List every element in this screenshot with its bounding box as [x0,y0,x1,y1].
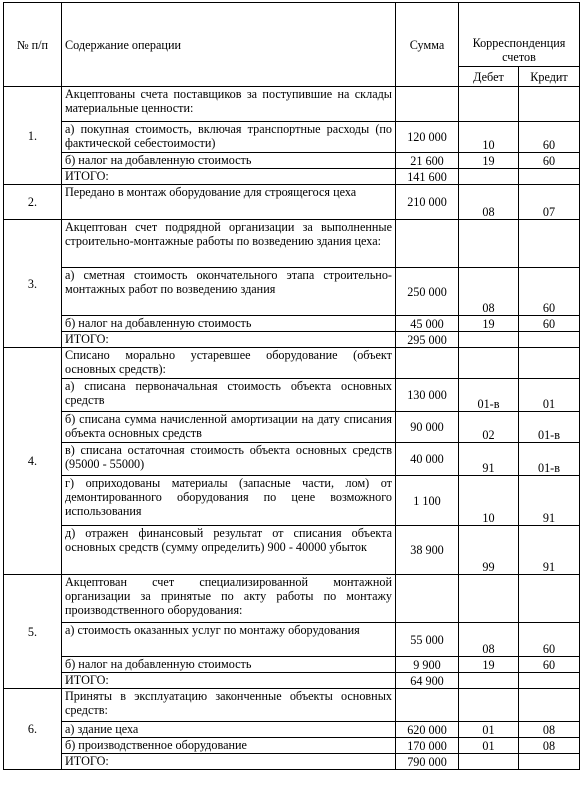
row-4c-sum: 40 000 [396,443,459,476]
row-2-credit: 07 [519,185,580,220]
row-2-num: 2. [4,185,62,220]
row-5a-text: а) стоимость оказанных услуг по монтажу оборудования [62,623,396,657]
row-3-total-label: ИТОГО: [62,332,396,348]
row-4b-text: б) списана сумма начисленной амортизации на дату списания объекта основных средств [62,412,396,443]
row-1b-text: б) налог на добавленную стоимость [62,153,396,169]
row-4c-debit: 91 [459,443,519,476]
row-6b-credit: 08 [519,738,580,754]
row-6b-debit: 01 [459,738,519,754]
row-4e-sum: 38 900 [396,526,459,575]
row-2-sum: 210 000 [396,185,459,220]
row-4d-text: г) оприходованы материалы (запасные части, лом) от демонтированного оборудования по цене возможного использования [62,476,396,526]
row-4b-sum: 90 000 [396,412,459,443]
row-1-total-sum: 141 600 [396,169,459,185]
row-1a-sum: 120 000 [396,122,459,153]
row-1b-sum: 21 600 [396,153,459,169]
row-4a-text: а) списана первоначальная стоимость объекта основных средств [62,379,396,412]
row-6a-debit: 01 [459,722,519,738]
row-6-num: 6. [4,689,62,770]
row-6-title: Приняты в эксплуатацию законченные объекты основных средств: [62,689,396,722]
row-5-title: Акцептован счет специализированной монтажной организации за принятые по акту работы по монтажу производственного оборудования: [62,575,396,623]
row-6-total-sum: 790 000 [396,754,459,770]
header-num: № п/п [4,3,62,87]
row-1-num: 1. [4,87,62,185]
row-4d-sum: 1 100 [396,476,459,526]
header-content: Содержание операции [62,3,396,87]
row-6a-sum: 620 000 [396,722,459,738]
row-5b-credit: 60 [519,657,580,673]
row-6a-credit: 08 [519,722,580,738]
header-debit: Дебет [459,67,519,87]
row-1-title: Акцептованы счета поставщиков за поступившие на склады материальные ценности: [62,87,396,122]
row-3a-credit: 60 [519,268,580,316]
row-5-num: 5. [4,575,62,689]
row-4a-debit: 01-в [459,379,519,412]
row-4e-credit: 91 [519,526,580,575]
row-1a-debit: 10 [459,122,519,153]
row-2-text: Передано в монтаж оборудование для строящегося цеха [62,185,396,220]
row-3-num: 3. [4,220,62,348]
row-5b-sum: 9 900 [396,657,459,673]
header-correspondence: Корреспонденция счетов [459,3,580,67]
row-5-total-label: ИТОГО: [62,673,396,689]
row-4e-text: д) отражен финансовый результат от списания объекта основных средств (сумму определить) 900 - 40000 убыток [62,526,396,575]
row-4a-credit: 01 [519,379,580,412]
header-credit: Кредит [519,67,580,87]
row-3a-debit: 08 [459,268,519,316]
row-4c-credit: 01-в [519,443,580,476]
row-1-total-label: ИТОГО: [62,169,396,185]
row-2-debit: 08 [459,185,519,220]
row-3-title: Акцептован счет подрядной организации за выполненные строительно-монтажные работы по возведению здания цеха: [62,220,396,268]
row-1a-credit: 60 [519,122,580,153]
row-5-total-sum: 64 900 [396,673,459,689]
row-3b-sum: 45 000 [396,316,459,332]
row-3-total-sum: 295 000 [396,332,459,348]
row-6b-sum: 170 000 [396,738,459,754]
row-4d-credit: 91 [519,476,580,526]
row-5b-text: б) налог на добавленную стоимость [62,657,396,673]
header-sum: Сумма [396,3,459,87]
row-6-total-label: ИТОГО: [62,754,396,770]
row-6b-text: б) производственное оборудование [62,738,396,754]
row-5a-credit: 60 [519,623,580,657]
row-1a-text: а) покупная стоимость, включая транспортные расходы (по фактической себестоимости) [62,122,396,153]
row-4-num: 4. [4,348,62,575]
row-5b-debit: 19 [459,657,519,673]
row-1b-debit: 19 [459,153,519,169]
row-3a-text: а) сметная стоимость окончательного этапа строительно-монтажных работ по возведению здания [62,268,396,316]
row-4e-debit: 99 [459,526,519,575]
row-3b-credit: 60 [519,316,580,332]
operations-table [3,2,580,770]
row-4d-debit: 10 [459,476,519,526]
row-1b-credit: 60 [519,153,580,169]
row-4a-sum: 130 000 [396,379,459,412]
row-4-title: Списано морально устаревшее оборудование (объект основных средств): [62,348,396,379]
row-3b-debit: 19 [459,316,519,332]
row-5a-sum: 55 000 [396,623,459,657]
row-4b-debit: 02 [459,412,519,443]
row-5a-debit: 08 [459,623,519,657]
row-4b-credit: 01-в [519,412,580,443]
row-4c-text: в) списана остаточная стоимость объекта основных средств (95000 - 55000) [62,443,396,476]
row-3b-text: б) налог на добавленную стоимость [62,316,396,332]
row-3a-sum: 250 000 [396,268,459,316]
row-6a-text: а) здание цеха [62,722,396,738]
